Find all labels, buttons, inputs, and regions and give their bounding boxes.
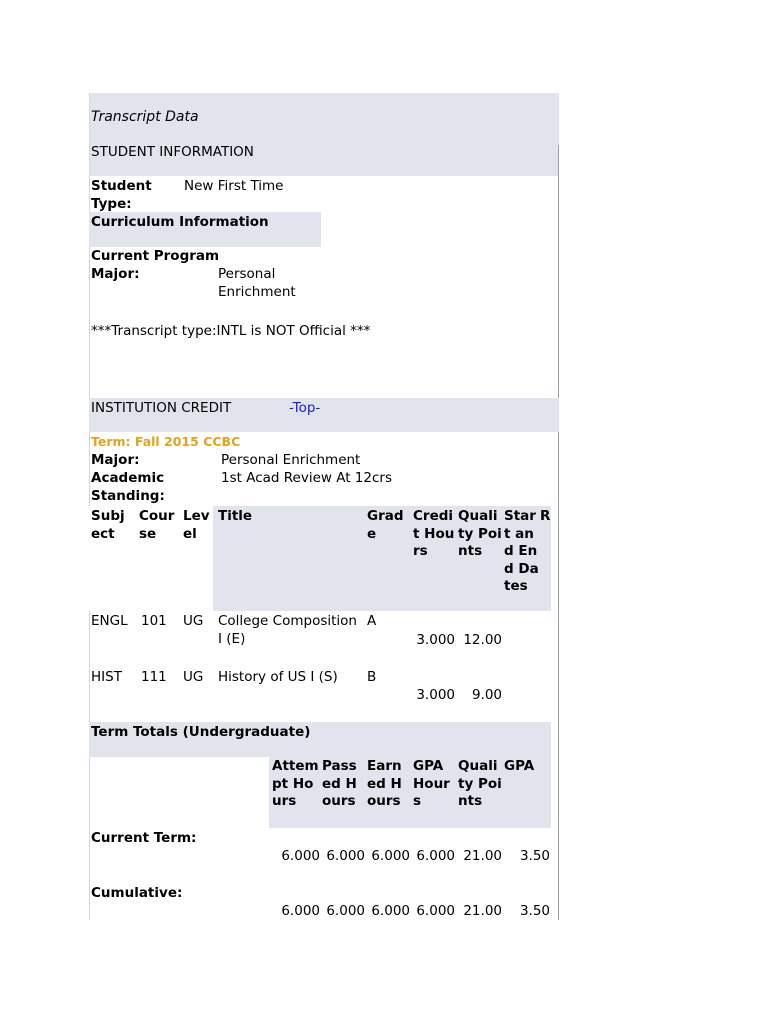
col-start-end-dates: Start and End Dates [504, 508, 539, 594]
institution-credit-heading: INSTITUTION CREDIT [91, 400, 232, 416]
col-title: Title [218, 508, 253, 524]
totals-col-attempt-hours: Attempt Hours [272, 758, 319, 809]
term-major-label: Major: [91, 452, 140, 468]
current-gpa-hours: 6.000 [416, 848, 455, 864]
page-title: Transcript Data [91, 109, 199, 125]
term-label: Term: Fall 2015 CCBC [91, 434, 241, 449]
cumulative-attempt-hours: 6.000 [281, 903, 320, 919]
student-info-heading: STUDENT INFORMATION [91, 144, 254, 160]
cumulative-earned-hours: 6.000 [371, 903, 410, 919]
totals-col-earned-hours: Earned Hours [367, 758, 402, 809]
course-2-level: UG [183, 669, 204, 685]
curriculum-heading: Curriculum Information [91, 214, 269, 230]
course-1-quality-points: 12.00 [463, 632, 502, 648]
col-r: R [540, 508, 551, 524]
current-program-label: Current Program [91, 248, 220, 264]
cumulative-passed-hours: 6.000 [326, 903, 365, 919]
student-type-label: Student Type: [91, 178, 152, 212]
cumulative-quality-points: 21.00 [463, 903, 502, 919]
current-quality-points: 21.00 [463, 848, 502, 864]
course-1-title: College Composition I (E) [218, 613, 357, 647]
course-1-grade: A [367, 613, 377, 629]
title-band [89, 93, 559, 176]
course-1-course: 101 [141, 613, 167, 629]
col-quality-points: Quality Points [458, 508, 502, 559]
course-2-title: History of US I (S) [218, 669, 338, 685]
course-1-subject: ENGL [91, 613, 128, 629]
top-link[interactable]: -Top- [289, 400, 321, 416]
col-credit-hours: Credit Hours [413, 508, 455, 559]
academic-standing-label: Academic Standing: [91, 470, 165, 504]
current-earned-hours: 6.000 [371, 848, 410, 864]
totals-col-quality-points: Quality Points [458, 758, 502, 809]
curriculum-major-value: Personal Enrichment [218, 266, 296, 300]
course-1-credit-hours: 3.000 [416, 632, 455, 648]
student-type-value: New First Time [184, 178, 284, 194]
curriculum-major-label: Major: [91, 266, 140, 282]
course-2-subject: HIST [91, 669, 122, 685]
transcript-type-notice: ***Transcript type:INTL is NOT Official *** [91, 323, 371, 339]
cumulative-gpa: 3.50 [519, 903, 550, 919]
term-major-value: Personal Enrichment [221, 452, 361, 468]
term-totals-heading: Term Totals (Undergraduate) [91, 724, 311, 740]
totals-col-passed-hours: Passed Hours [322, 758, 357, 809]
totals-col-gpa: GPA [504, 758, 535, 774]
totals-col-gpa-hours: GPA Hours [413, 758, 450, 809]
course-2-credit-hours: 3.000 [416, 687, 455, 703]
col-grade: Grade [367, 508, 404, 542]
cumulative-gpa-hours: 6.000 [416, 903, 455, 919]
course-1-level: UG [183, 613, 204, 629]
right-border [558, 145, 559, 920]
col-subject: Subject [91, 508, 125, 542]
current-term-label: Current Term: [91, 830, 197, 846]
cumulative-label: Cumulative: [91, 885, 183, 901]
current-gpa: 3.50 [519, 848, 550, 864]
course-2-course: 111 [141, 669, 167, 685]
current-attempt-hours: 6.000 [281, 848, 320, 864]
current-passed-hours: 6.000 [326, 848, 365, 864]
course-2-quality-points: 9.00 [471, 687, 502, 703]
academic-standing-value: 1st Acad Review At 12crs [221, 470, 392, 486]
course-2-grade: B [367, 669, 377, 685]
col-course: Course [139, 508, 175, 542]
col-level: Level [183, 508, 210, 542]
